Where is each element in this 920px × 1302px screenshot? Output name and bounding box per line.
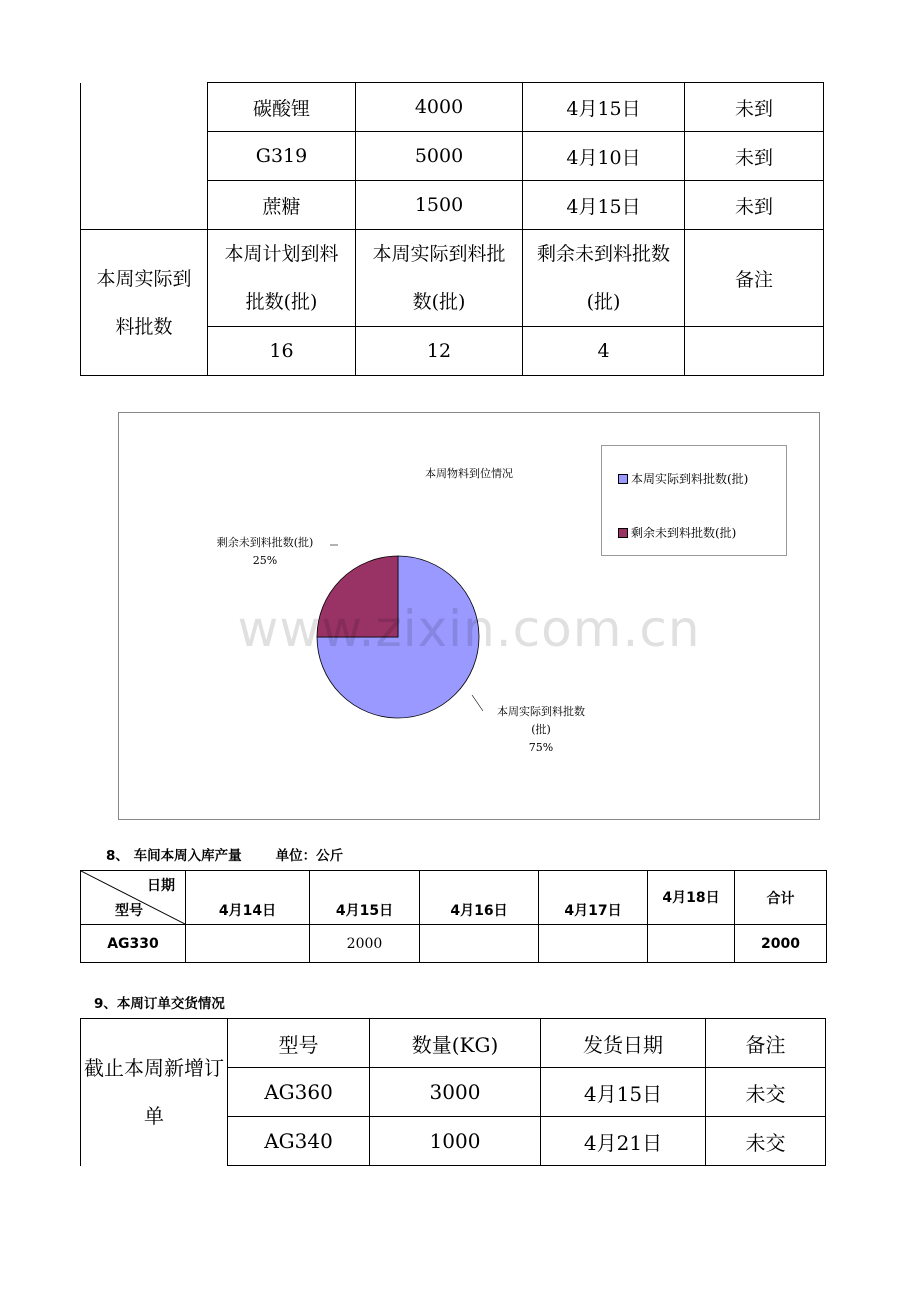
material-qty: 4000 [356,83,523,132]
material-name: 蔗糖 [208,181,356,230]
date-header [648,871,735,925]
col-header-qty: 数量(KG) [370,1019,541,1068]
order-ship-date: 4月21日 [541,1117,706,1166]
diag-model-label: 型号 [115,903,143,919]
col-header-note: 备注 [706,1019,826,1068]
actual-value: 12 [356,327,523,376]
material-name: G319 [208,132,356,181]
orders-table [80,1018,826,1166]
section9-heading: 9、本周订单交货情况 [94,996,225,1012]
slice-label-remaining: 剩余未到料批数(批) [216,536,314,549]
summary-label-text: 本周实际到料批数 [96,267,192,338]
summary-label [81,230,208,376]
blank-cell [81,83,208,230]
date-header: 4月14日 [186,871,310,925]
legend-label: 本周实际到料批数(批) [631,472,749,486]
slice-percent-actual: 75% [528,741,554,754]
value-cell [648,925,735,963]
order-qty: 1000 [370,1117,541,1166]
value-cell: 2000 [310,925,420,963]
summary-header-row [81,230,824,327]
legend-item [618,470,748,487]
total-cell: 2000 [735,925,827,963]
leader-line-actual [472,695,483,711]
material-date: 4月10日 [523,132,685,181]
value-cell [539,925,648,963]
order-note: 未交 [706,1068,826,1117]
value-cell [186,925,310,963]
chart-title: 本周物料到位情况 [425,467,513,480]
note-value [685,327,824,376]
col-header-model: 型号 [228,1019,370,1068]
material-name: 碳酸锂 [208,83,356,132]
section8-title: 8、 车间本周入库产量 [106,848,242,864]
slice-label-actual-2: (批) [531,723,551,736]
diagonal-header-cell [81,871,186,925]
remaining-header-text: 剩余未到料批数(批) [536,243,670,313]
material-status: 未到 [685,83,824,132]
order-qty: 3000 [370,1068,541,1117]
date-header-text: 4月18日 [662,889,720,906]
date-header: 4月15日 [310,871,420,925]
material-arrival-table [80,82,824,376]
model-cell: AG330 [81,925,186,963]
date-header: 4月16日 [420,871,539,925]
planned-header [208,230,356,327]
new-orders-label [81,1019,228,1166]
chart-legend [601,445,787,556]
section8-heading [106,844,343,864]
order-note: 未交 [706,1117,826,1166]
table-header-row [81,1019,826,1068]
remaining-value: 4 [523,327,685,376]
material-date: 4月15日 [523,181,685,230]
table-row [81,83,824,132]
material-date: 4月15日 [523,83,685,132]
material-status: 未到 [685,181,824,230]
actual-header-text: 本周实际到料批数(批) [372,243,506,313]
legend-item [618,524,736,541]
remaining-header [523,230,685,327]
watermark: www.zixin.com.cn [237,600,701,658]
order-model: AG360 [228,1068,370,1117]
note-header: 备注 [685,230,824,327]
order-model: AG340 [228,1117,370,1166]
actual-header [356,230,523,327]
planned-header-text: 本周计划到料批数(批) [224,243,339,313]
order-ship-date: 4月15日 [541,1068,706,1117]
table-row [81,925,827,963]
total-header: 合计 [735,871,827,925]
material-status: 未到 [685,132,824,181]
slice-label-actual-1: 本周实际到料批数 [497,705,585,718]
col-header-ship-date: 发货日期 [541,1019,706,1068]
legend-swatch [618,474,628,484]
legend-swatch [618,528,628,538]
material-qty: 1500 [356,181,523,230]
diag-date-label: 日期 [147,878,175,894]
production-table [80,870,827,963]
material-qty: 5000 [356,132,523,181]
new-orders-label-text: 截止本周新增订单 [84,1056,224,1129]
section8-unit: 单位：公斤 [275,848,344,864]
date-header: 4月17日 [539,871,648,925]
slice-percent-remaining: 25% [252,554,278,567]
table-header-row [81,871,827,925]
legend-label: 剩余未到料批数(批) [631,526,737,540]
planned-value: 16 [208,327,356,376]
value-cell [420,925,539,963]
